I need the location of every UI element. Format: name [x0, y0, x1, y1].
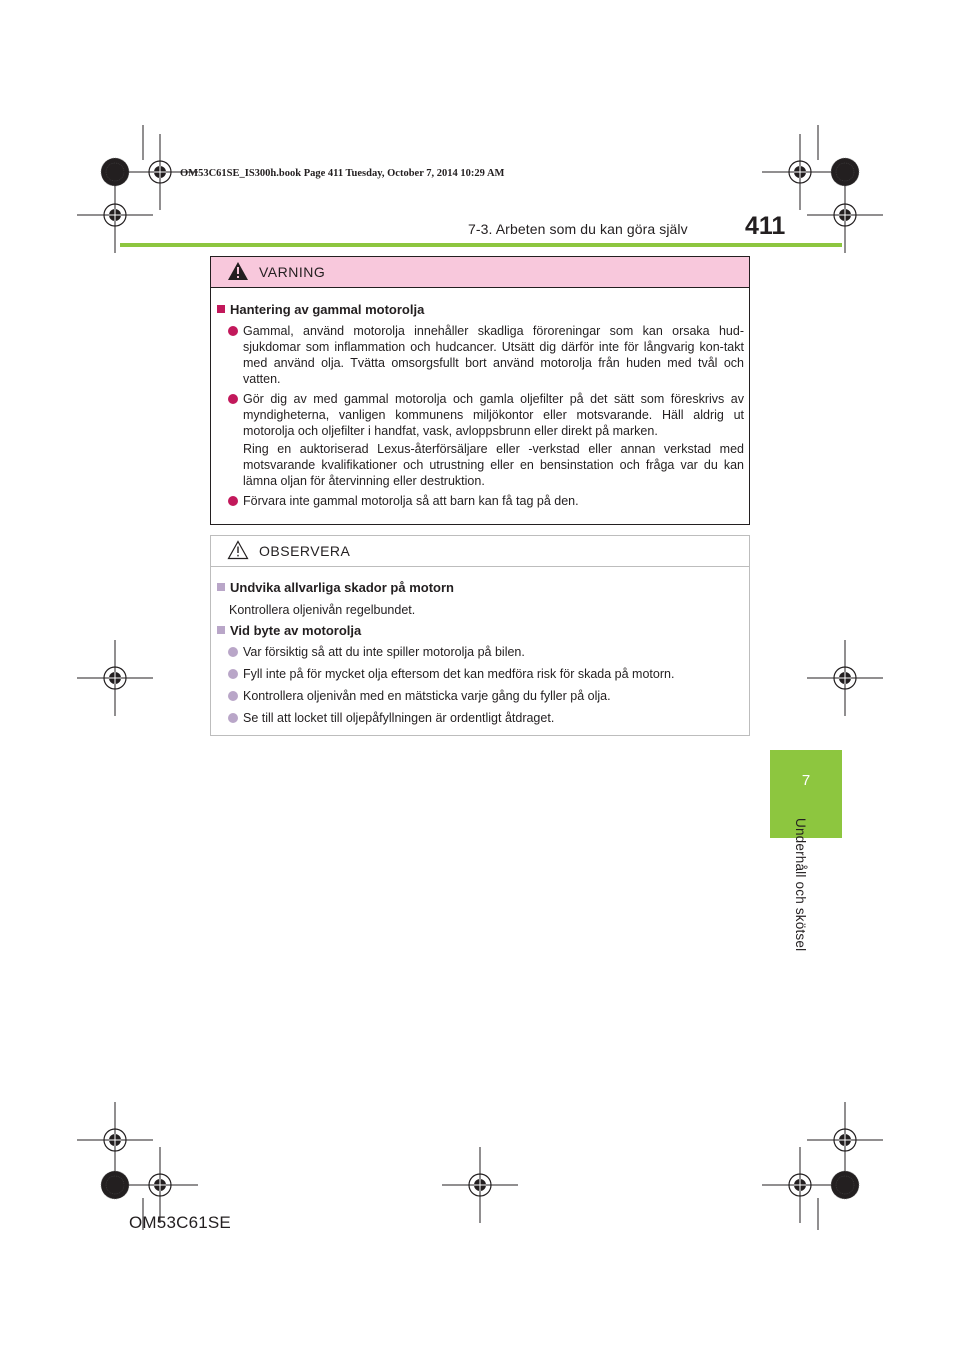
- caution-title: OBSERVERA: [259, 543, 351, 559]
- bullet-icon: [228, 669, 238, 679]
- bullet-icon: [228, 713, 238, 723]
- header-rule: [120, 243, 842, 247]
- caution-heading-2: Vid byte av motorolja: [217, 623, 361, 639]
- chapter-tab: 7: [770, 750, 842, 838]
- warning-box: [210, 256, 750, 525]
- caution-triangle-icon: [227, 540, 249, 565]
- list-item: Var försiktig så att du inte spiller motorolja på bilen.: [228, 644, 744, 660]
- caution-text-1: Kontrollera oljenivån regelbundet.: [229, 603, 416, 617]
- bullet-icon: [228, 691, 238, 701]
- section-title: 7-3. Arbeten som du kan göra själv: [468, 221, 688, 237]
- chapter-title: Underhåll och skötsel: [793, 818, 808, 952]
- list-item: Gammal, använd motorolja innehåller skadliga föroreningar som kan orsaka hud-sjukdomar som inflammation och hudcancer. Utsätt dig därför inte för långvarig kon-takt med använd olja. Tvätta omsorgsfullt bort använd motorolja från huden med tvål och vatten.: [228, 323, 744, 387]
- warning-heading: Hantering av gammal motorolja: [217, 302, 424, 318]
- warning-header: [211, 257, 749, 288]
- warning-title: VARNING: [259, 264, 326, 280]
- bullet-icon: [228, 496, 238, 506]
- caution-heading-1: Undvika allvarliga skador på motorn: [217, 580, 454, 596]
- list-item: Gör dig av med gammal motorolja och gamla oljefilter på det sätt som föreskrivs av myndigheterna, vanligen kommunens miljökontor eller motsvarande. Häll aldrig ut motorolja och oljefilter i handfat, vask, avloppsbrunn eller direkt på marken.: [228, 391, 744, 439]
- list-item: Förvara inte gammal motorolja så att barn kan få tag på den.: [228, 493, 744, 509]
- bullet-icon: [228, 394, 238, 404]
- list-item: Fyll inte på för mycket olja eftersom det kan medföra risk för skada på motorn.: [228, 666, 744, 682]
- list-item: Kontrollera oljenivån med en mätsticka varje gång du fyller på olja.: [228, 688, 744, 704]
- footer-code: OM53C61SE: [129, 1213, 231, 1232]
- list-item-continuation: Ring en auktoriserad Lexus-återförsäljare eller -verkstad eller annan verkstad med motsvarande kvalifikationer och utrustning eller en bensinstation och fråga var du kan lämna oljan för återvinning eller destruktion.: [243, 442, 744, 488]
- list-item: Se till att locket till oljepåfyllningen är ordentligt åtdraget.: [228, 710, 744, 726]
- caution-box: [210, 535, 750, 736]
- page-number: 411: [745, 212, 786, 240]
- bullet-icon: [228, 647, 238, 657]
- bullet-icon: [228, 326, 238, 336]
- book-info: OM53C61SE_IS300h.book Page 411 Tuesday, October 7, 2014 10:29 AM: [180, 168, 505, 179]
- caution-header: [211, 536, 749, 567]
- warning-triangle-icon: [227, 261, 249, 286]
